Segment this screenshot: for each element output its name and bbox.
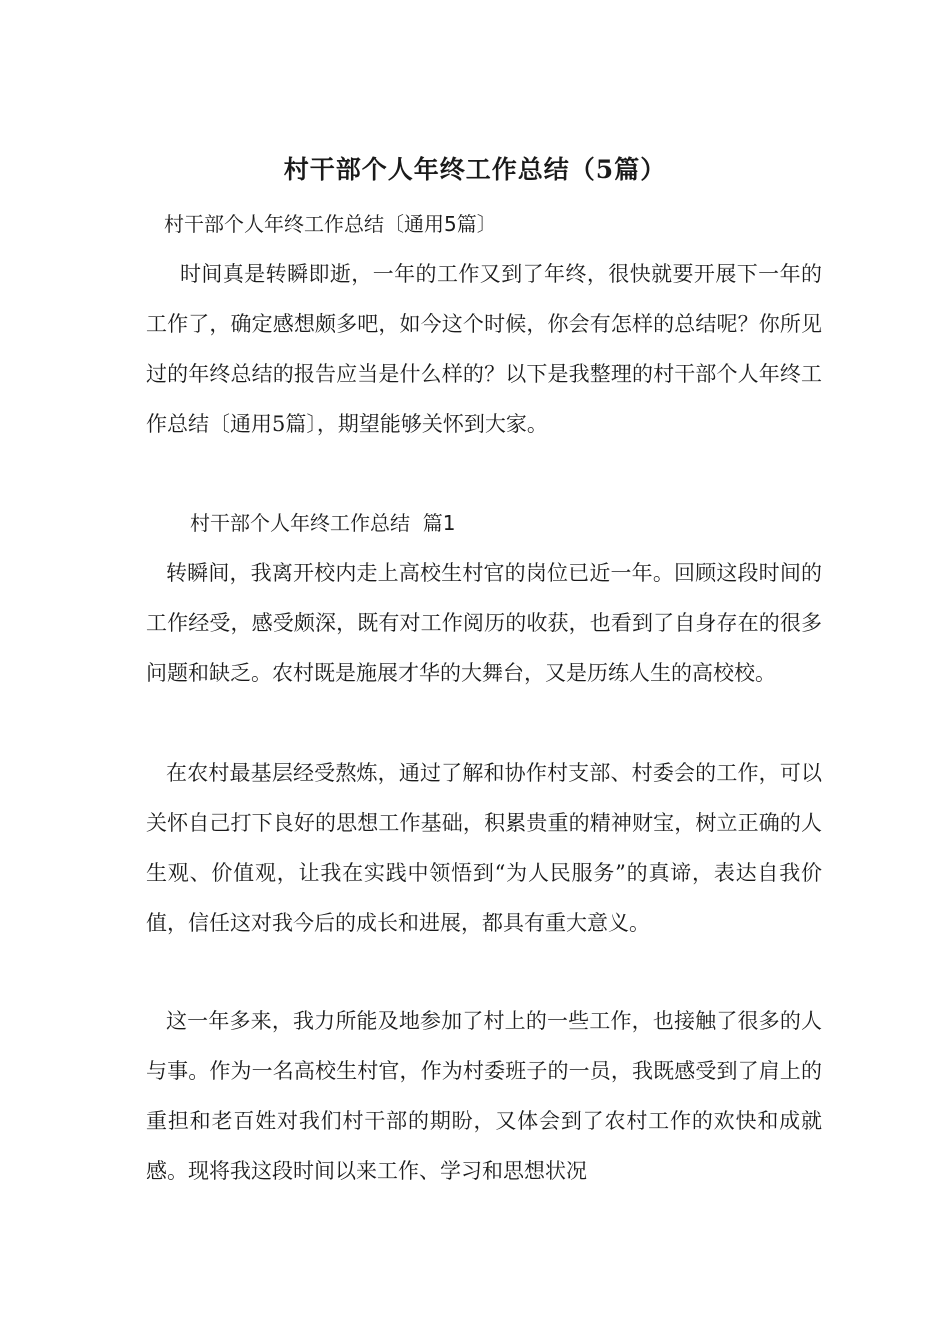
section-heading: 村干部个人年终工作总结 篇1 bbox=[190, 511, 456, 535]
body-paragraph: 在农村最基层经受熬炼，通过了解和协作村支部、村委会的工作，可以关怀自己打下良好的思想工作基础，积累贵重的精神财宝，树立正确的人生观、价值观，让我在实践中领悟到“为人民服务”的真谛，表达自我价值，信任这对我今后的成长和进展，都具有重大意义。 bbox=[146, 761, 822, 935]
body-paragraph: 这一年多来，我力所能及地参加了村上的一些工作，也接触了很多的人与事。作为一名高校生村官，作为村委班子的一员，我既感受到了肩上的重担和老百姓对我们村干部的期盼，又体会到了农村工作的欢快和成就感。现将我这段时间以来工作、学习和思想状况 bbox=[146, 1009, 822, 1183]
intro-paragraph: 时间真是转瞬即逝，一年的工作又到了年终，很快就要开展下一年的工作了，确定感想颇多吧，如今这个时候，你会有怎样的总结呢？你所见过的年终总结的报告应当是什么样的？以下是我整理的村干部个人年终工作总结〔通用5篇〕，期望能够关怀到大家。 bbox=[146, 262, 822, 436]
body-paragraph: 转瞬间，我离开校内走上高校生村官的岗位已近一年。回顾这段时间的工作经受，感受颇深，既有对工作阅历的收获，也看到了自身存在的很多问题和缺乏。农村既是施展才华的大舞台，又是历练人生的高校校。 bbox=[146, 561, 822, 685]
document-subtitle: 村干部个人年终工作总结〔通用5篇〕 bbox=[164, 212, 497, 236]
document-title: 村干部个人年终工作总结（5篇） bbox=[283, 155, 667, 184]
